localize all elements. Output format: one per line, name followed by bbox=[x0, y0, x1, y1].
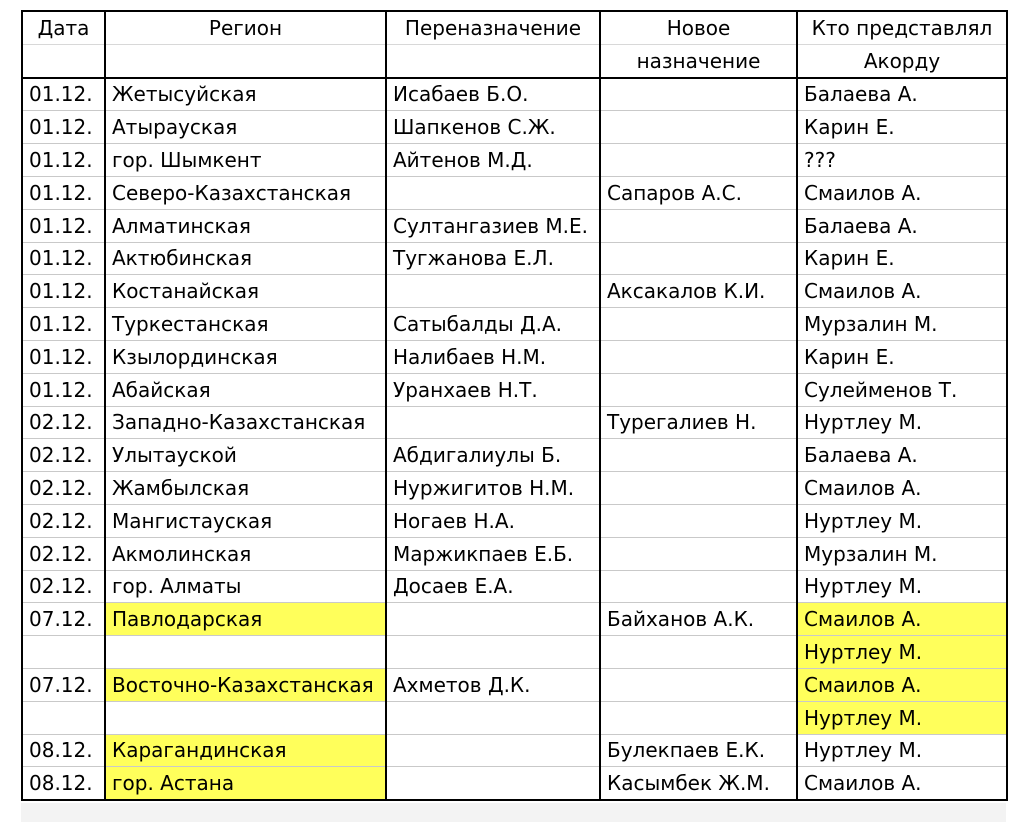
cell-presenter: Смаилов А. bbox=[797, 668, 1007, 701]
cell-date: 01.12. bbox=[22, 209, 105, 242]
cell-new-assignment bbox=[600, 439, 797, 472]
cell-region: Улытауской bbox=[105, 439, 386, 472]
cell-presenter: Смаилов А. bbox=[797, 275, 1007, 308]
cell-new-assignment bbox=[600, 340, 797, 373]
cell-reassignment: Абдигалиулы Б. bbox=[386, 439, 600, 472]
cell-reassignment: Маржикпаев Е.Б. bbox=[386, 537, 600, 570]
cell-region: Акмолинская bbox=[105, 537, 386, 570]
cell-reassignment: Сатыбалды Д.А. bbox=[386, 308, 600, 341]
cell-reassignment bbox=[386, 176, 600, 209]
cell-reassignment: Налибаев Н.М. bbox=[386, 340, 600, 373]
header-date: Дата bbox=[22, 11, 105, 44]
header-new-assignment-2: назначение bbox=[600, 44, 797, 77]
cell-reassignment: Уранхаев Н.Т. bbox=[386, 373, 600, 406]
cell-presenter: Карин Е. bbox=[797, 340, 1007, 373]
table-row bbox=[22, 111, 1007, 144]
header-new-assignment: Новое bbox=[600, 11, 797, 44]
cell-region bbox=[105, 701, 386, 734]
cell-region: Актюбинская bbox=[105, 242, 386, 275]
cell-presenter: ??? bbox=[797, 144, 1007, 177]
table-row bbox=[22, 373, 1007, 406]
cell-reassignment bbox=[386, 275, 600, 308]
table-row bbox=[22, 537, 1007, 570]
cell-date: 02.12. bbox=[22, 439, 105, 472]
cell-presenter: Мурзалин М. bbox=[797, 537, 1007, 570]
table-row bbox=[22, 406, 1007, 439]
cell-presenter: Нуртлеу М. bbox=[797, 636, 1007, 669]
cell-new-assignment bbox=[600, 701, 797, 734]
cell-presenter: Нуртлеу М. bbox=[797, 734, 1007, 767]
table-row bbox=[22, 308, 1007, 341]
cell-region: гор. Алматы bbox=[105, 570, 386, 603]
cell-new-assignment bbox=[600, 668, 797, 701]
cell-region: Карагандинская bbox=[105, 734, 386, 767]
cell-reassignment bbox=[386, 767, 600, 800]
cell-date: 01.12. bbox=[22, 78, 105, 111]
cell-new-assignment bbox=[600, 308, 797, 341]
cell-new-assignment: Байханов А.К. bbox=[600, 603, 797, 636]
cell-new-assignment: Сапаров А.С. bbox=[600, 176, 797, 209]
cell-new-assignment bbox=[600, 373, 797, 406]
cell-new-assignment bbox=[600, 111, 797, 144]
cell-date bbox=[22, 636, 105, 669]
cell-presenter: Смаилов А. bbox=[797, 767, 1007, 800]
cell-date: 08.12. bbox=[22, 734, 105, 767]
table-row bbox=[22, 504, 1007, 537]
cell-presenter: Сулейменов Т. bbox=[797, 373, 1007, 406]
table-row bbox=[22, 78, 1007, 111]
cell-new-assignment bbox=[600, 209, 797, 242]
header-region-2 bbox=[105, 44, 386, 77]
cell-date: 02.12. bbox=[22, 472, 105, 505]
cell-presenter: Балаева А. bbox=[797, 439, 1007, 472]
table-row bbox=[22, 701, 1007, 734]
cell-reassignment bbox=[386, 701, 600, 734]
cell-date: 01.12. bbox=[22, 176, 105, 209]
table-row bbox=[22, 176, 1007, 209]
cell-region: Алматинская bbox=[105, 209, 386, 242]
cell-presenter: Балаева А. bbox=[797, 209, 1007, 242]
header-presenter: Кто представлял bbox=[797, 11, 1007, 44]
cell-date: 07.12. bbox=[22, 603, 105, 636]
table-row bbox=[22, 242, 1007, 275]
cell-reassignment: Досаев Е.А. bbox=[386, 570, 600, 603]
cell-new-assignment bbox=[600, 242, 797, 275]
header-reassignment: Переназначение bbox=[386, 11, 600, 44]
cell-new-assignment bbox=[600, 504, 797, 537]
cell-date: 01.12. bbox=[22, 340, 105, 373]
cell-date: 01.12. bbox=[22, 308, 105, 341]
cell-date bbox=[22, 701, 105, 734]
cell-reassignment: Султангазиев М.Е. bbox=[386, 209, 600, 242]
cell-region: Кзылординская bbox=[105, 340, 386, 373]
cell-date: 01.12. bbox=[22, 111, 105, 144]
table-row bbox=[22, 767, 1007, 800]
cell-presenter: Смаилов А. bbox=[797, 472, 1007, 505]
cell-region: Жамбылская bbox=[105, 472, 386, 505]
cell-reassignment: Ахметов Д.К. bbox=[386, 668, 600, 701]
cell-presenter: Карин Е. bbox=[797, 111, 1007, 144]
cell-region: Северо-Казахстанская bbox=[105, 176, 386, 209]
cell-presenter: Нуртлеу М. bbox=[797, 406, 1007, 439]
table-row bbox=[22, 275, 1007, 308]
cell-date: 01.12. bbox=[22, 242, 105, 275]
cell-presenter: Нуртлеу М. bbox=[797, 570, 1007, 603]
header-row-1 bbox=[22, 11, 1007, 44]
cell-presenter: Нуртлеу М. bbox=[797, 504, 1007, 537]
cell-region: Восточно-Казахстанская bbox=[105, 668, 386, 701]
cell-region: Западно-Казахстанская bbox=[105, 406, 386, 439]
table-row bbox=[22, 340, 1007, 373]
table-row bbox=[22, 668, 1007, 701]
cell-presenter: Балаева А. bbox=[797, 78, 1007, 111]
cell-region bbox=[105, 636, 386, 669]
table-row bbox=[22, 472, 1007, 505]
cell-reassignment: Исабаев Б.О. bbox=[386, 78, 600, 111]
cell-date: 02.12. bbox=[22, 504, 105, 537]
cell-reassignment bbox=[386, 636, 600, 669]
header-region: Регион bbox=[105, 11, 386, 44]
cell-date: 07.12. bbox=[22, 668, 105, 701]
cell-reassignment: Шапкенов С.Ж. bbox=[386, 111, 600, 144]
cell-reassignment: Нуржигитов Н.М. bbox=[386, 472, 600, 505]
cell-reassignment bbox=[386, 406, 600, 439]
assignments-table bbox=[21, 10, 1008, 801]
cell-region: Костанайская bbox=[105, 275, 386, 308]
cell-date: 02.12. bbox=[22, 406, 105, 439]
header-presenter-2: Акорду bbox=[797, 44, 1007, 77]
table-row bbox=[22, 734, 1007, 767]
cell-presenter: Мурзалин М. bbox=[797, 308, 1007, 341]
cell-region: Жетысуйская bbox=[105, 78, 386, 111]
table-row bbox=[22, 636, 1007, 669]
cell-new-assignment bbox=[600, 570, 797, 603]
cell-new-assignment bbox=[600, 144, 797, 177]
cell-new-assignment: Касымбек Ж.М. bbox=[600, 767, 797, 800]
cell-reassignment bbox=[386, 734, 600, 767]
cell-reassignment bbox=[386, 603, 600, 636]
cell-new-assignment: Турегалиев Н. bbox=[600, 406, 797, 439]
table-row bbox=[22, 603, 1007, 636]
header-date-2 bbox=[22, 44, 105, 77]
header-reassignment-2 bbox=[386, 44, 600, 77]
cell-date: 01.12. bbox=[22, 373, 105, 406]
table-row bbox=[22, 439, 1007, 472]
cell-region: Мангистауская bbox=[105, 504, 386, 537]
cell-date: 01.12. bbox=[22, 275, 105, 308]
cell-reassignment: Айтенов М.Д. bbox=[386, 144, 600, 177]
cell-date: 01.12. bbox=[22, 144, 105, 177]
header-row-2 bbox=[22, 44, 1007, 77]
cell-new-assignment bbox=[600, 537, 797, 570]
table-row bbox=[22, 209, 1007, 242]
cell-reassignment: Ногаев Н.А. bbox=[386, 504, 600, 537]
cell-region: Павлодарская bbox=[105, 603, 386, 636]
cell-presenter: Нуртлеу М. bbox=[797, 701, 1007, 734]
cell-presenter: Смаилов А. bbox=[797, 603, 1007, 636]
table-row bbox=[22, 570, 1007, 603]
table-row bbox=[22, 144, 1007, 177]
sheet-bottom-margin bbox=[21, 803, 1006, 822]
cell-presenter: Смаилов А. bbox=[797, 176, 1007, 209]
cell-new-assignment bbox=[600, 78, 797, 111]
cell-date: 02.12. bbox=[22, 537, 105, 570]
cell-new-assignment bbox=[600, 472, 797, 505]
cell-new-assignment: Аксакалов К.И. bbox=[600, 275, 797, 308]
cell-region: гор. Шымкент bbox=[105, 144, 386, 177]
cell-region: Абайская bbox=[105, 373, 386, 406]
cell-new-assignment: Булекпаев Е.К. bbox=[600, 734, 797, 767]
cell-date: 02.12. bbox=[22, 570, 105, 603]
cell-region: Атырауская bbox=[105, 111, 386, 144]
cell-region: гор. Астана bbox=[105, 767, 386, 800]
cell-new-assignment bbox=[600, 636, 797, 669]
cell-reassignment: Тугжанова Е.Л. bbox=[386, 242, 600, 275]
cell-presenter: Карин Е. bbox=[797, 242, 1007, 275]
cell-region: Туркестанская bbox=[105, 308, 386, 341]
cell-date: 08.12. bbox=[22, 767, 105, 800]
